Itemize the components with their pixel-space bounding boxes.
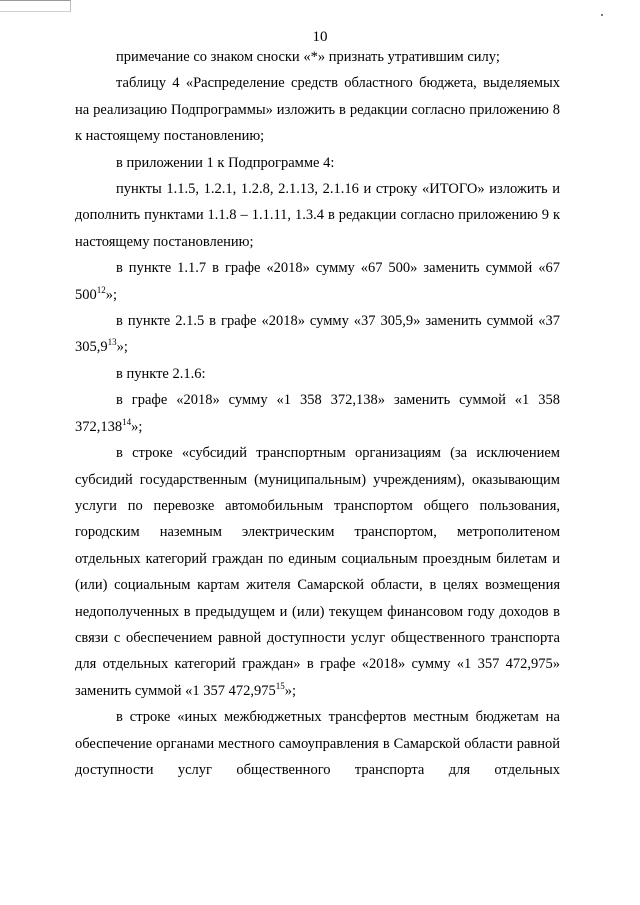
- paragraph-text: в пункте 2.1.5 в графе «2018» сумму «37 305,9» заменить суммой «37 305,9: [75, 313, 560, 356]
- footnote-ref: 12: [96, 284, 106, 295]
- scan-border-mark: [0, 0, 71, 12]
- paragraph-column-2018: [75, 387, 560, 440]
- paragraph-tail: »;: [105, 286, 118, 303]
- paragraph-footnote-note: [75, 44, 560, 70]
- page-number: 10: [312, 29, 328, 45]
- document-body: [75, 44, 560, 783]
- paragraph-text: в строке «субсидий транспортным организациям (за исключением субсидий государственным (муниципальным) учреждениям), оказывающим услуги по перевозке автомобильным транспортом общего пользования, городским наземным электрическим транспортом, метрополитеном отдельных категорий граждан по единым социальным проездным билетам и (или) социальным картам жителя Самарской области, в целях возмещения недополученных в предыдущем и (или) текущем финансовом году доходов в связи с обеспечением равной доступности услуг общественного транспорта для отдельных категорий граждан» в графе «2018» сумму «1 357 472,975» заменить суммой «1 357 472,975: [75, 445, 560, 699]
- footnote-ref: 14: [122, 416, 132, 427]
- paragraph-transport-subsidies: [75, 440, 560, 704]
- paragraph-text: в графе «2018» сумму «1 358 372,138» заменить суммой «1 358 372,138: [75, 392, 560, 435]
- paragraph-items-list: [75, 176, 560, 255]
- paragraph-appendix-1: [75, 150, 560, 176]
- paragraph-item-1-1-7: [75, 255, 560, 308]
- paragraph-interbudget-transfers: [75, 704, 560, 783]
- paragraph-tail: »;: [131, 418, 143, 435]
- paragraph-text: примечание со знаком сноски «*» признать утратившим силу;: [116, 49, 500, 65]
- paragraph-item-2-1-6: [75, 361, 560, 387]
- paragraph-item-2-1-5: [75, 308, 560, 361]
- paragraph-tail: »;: [284, 682, 297, 699]
- paragraph-text: в приложении 1 к Подпрограмме 4:: [116, 154, 335, 171]
- paragraph-table-4: [75, 70, 560, 149]
- scan-speck: [601, 14, 603, 16]
- paragraph-text: таблицу 4 «Распределение средств областного бюджета, выделяемых на реализацию Подпрограммы» изложить в редакции согласно приложению 8 к настоящему постановлению;: [75, 75, 560, 145]
- paragraph-tail: »;: [116, 339, 128, 356]
- paragraph-text: пункты 1.1.5, 1.2.1, 1.2.8, 2.1.13, 2.1.16 и строку «ИТОГО» изложить и дополнить пунктами 1.1.8 – 1.1.11, 1.3.4 в редакции согласно приложению 9 к настоящему постановлению;: [75, 181, 560, 250]
- paragraph-text: в строке «иных межбюджетных трансфертов местным бюджетам на обеспечение органами местного самоуправления в Самарской области равной доступности услуг общественного транспорта для отдельных: [75, 709, 560, 778]
- paragraph-text: в пункте 2.1.6:: [116, 365, 206, 382]
- footnote-ref: 13: [107, 337, 117, 348]
- paragraph-text: в пункте 1.1.7 в графе «2018» сумму «67 500» заменить суммой «67 500: [75, 260, 560, 303]
- footnote-ref: 15: [275, 680, 285, 691]
